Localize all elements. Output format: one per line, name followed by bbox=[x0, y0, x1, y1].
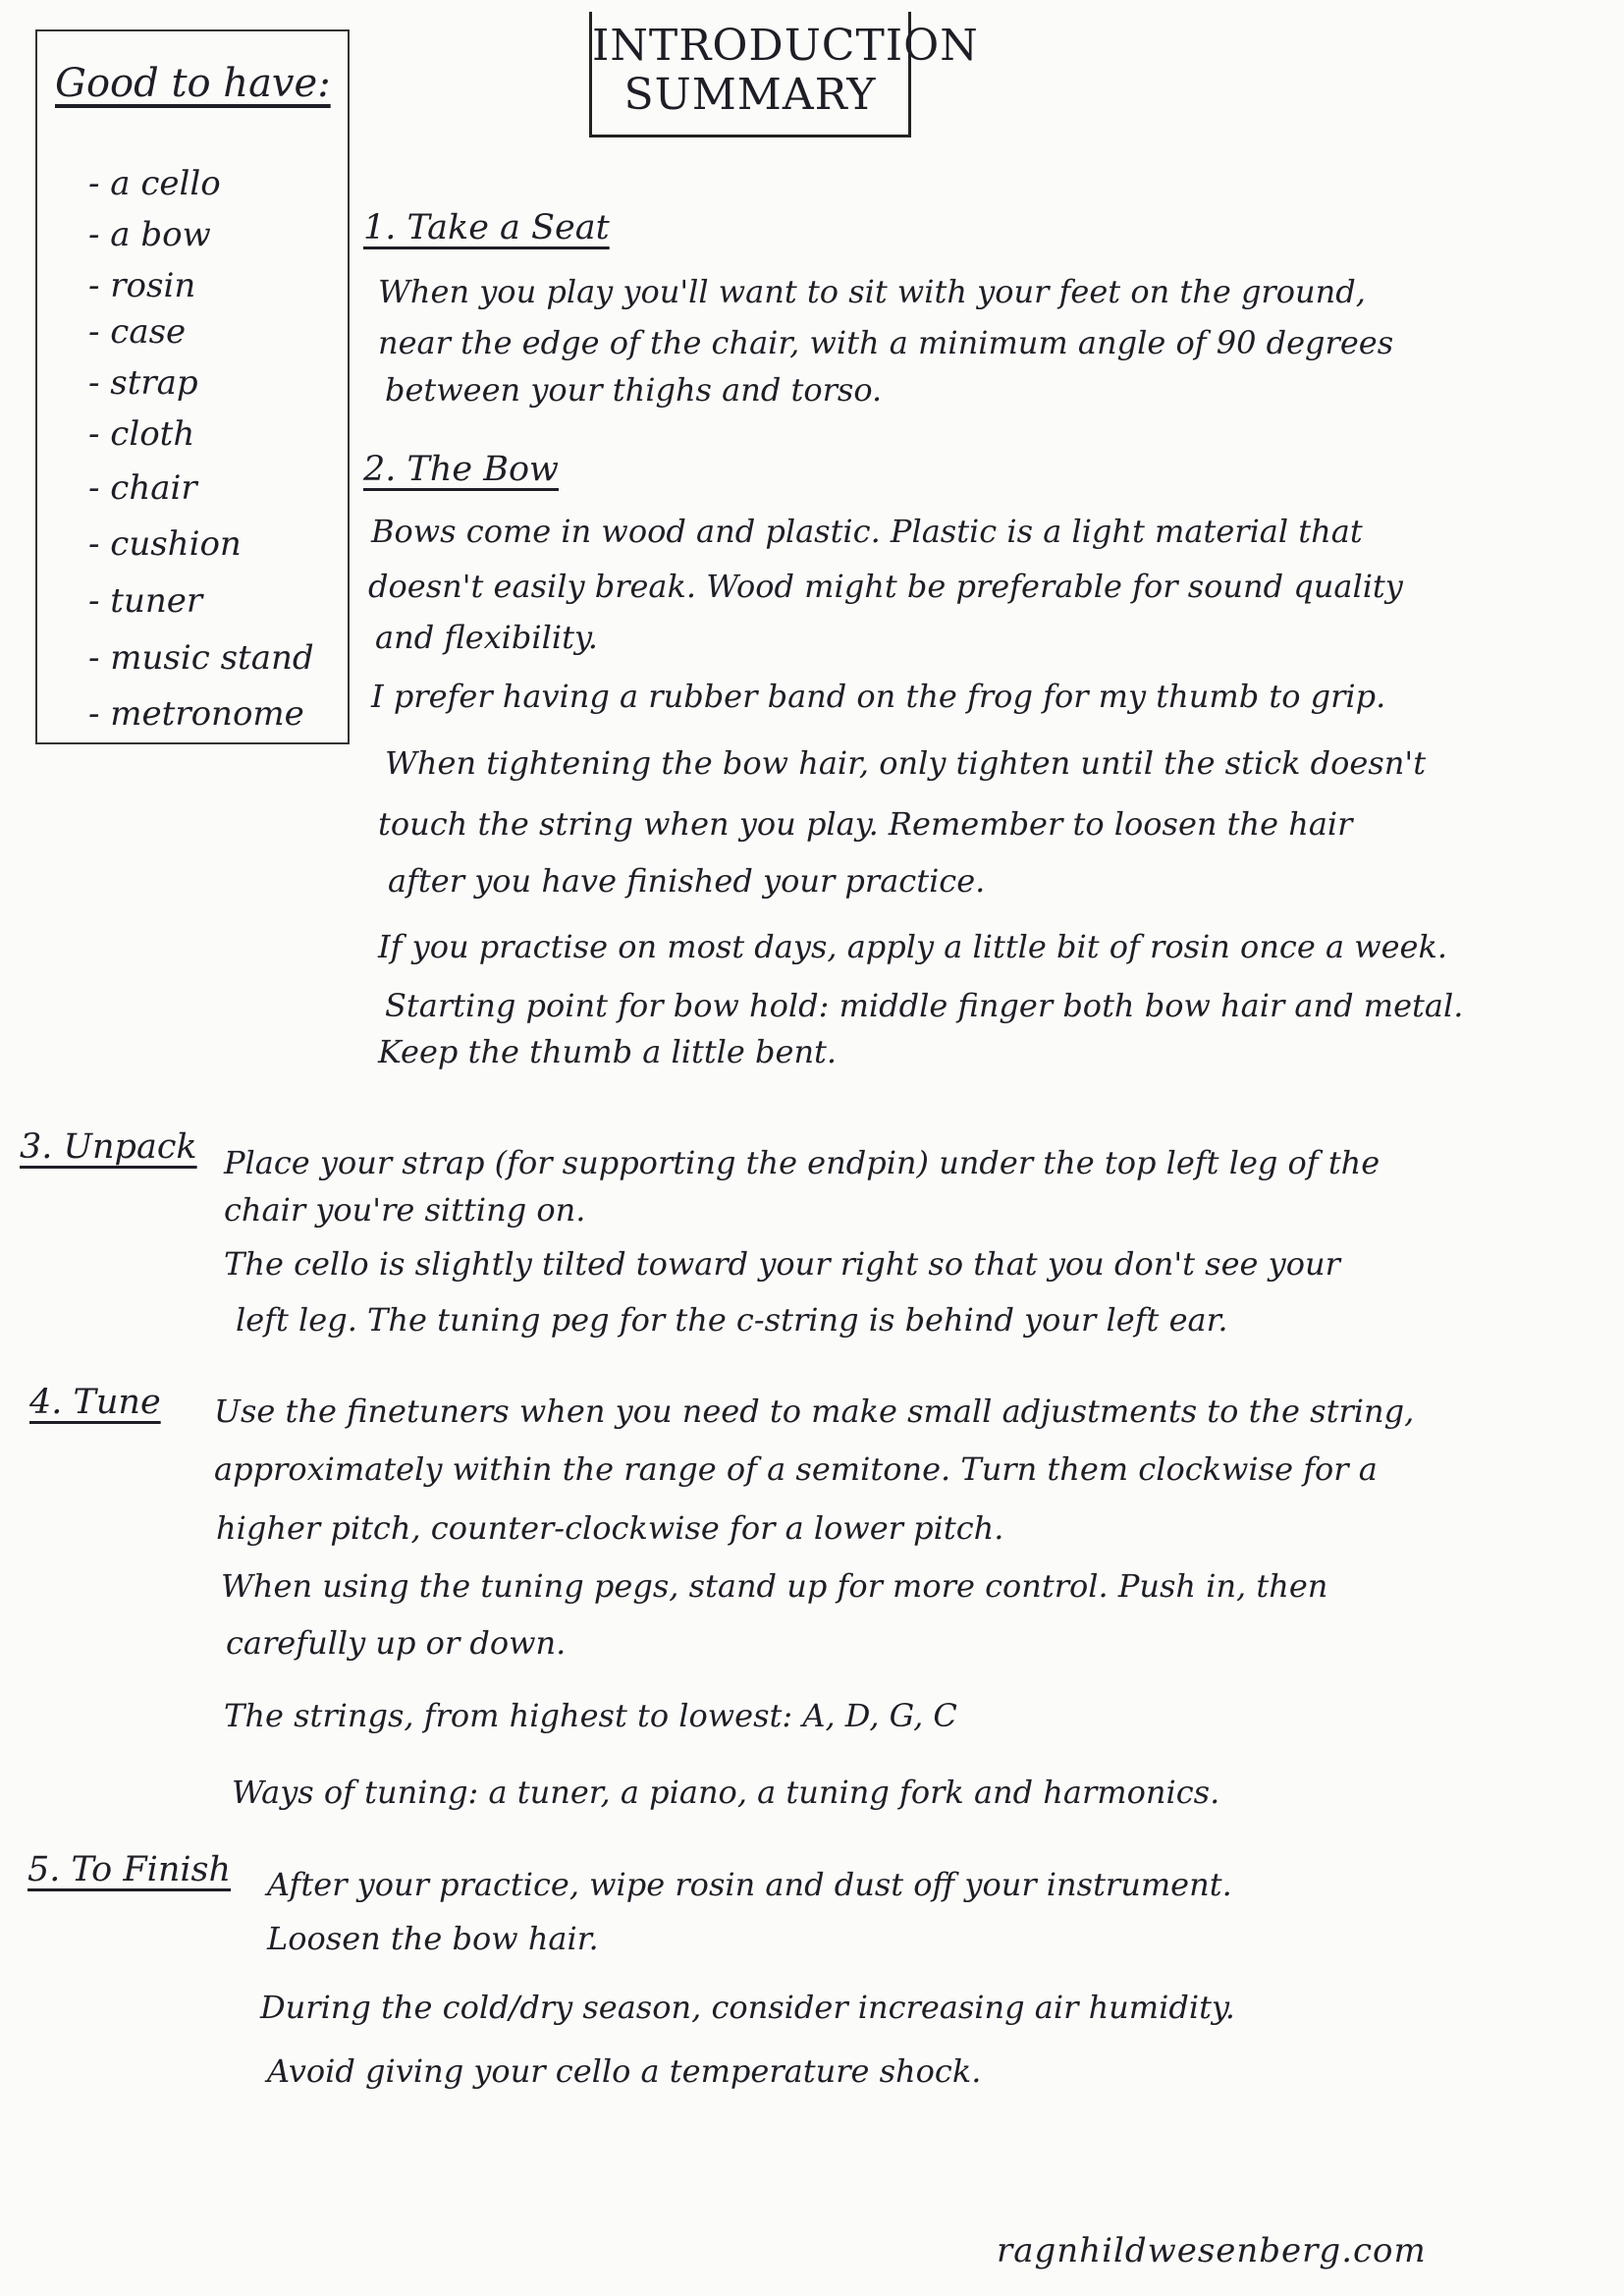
section-line: Avoid giving your cello a temperature shock. bbox=[267, 2052, 982, 2090]
good-to-have-item: - cushion bbox=[88, 524, 242, 564]
good-to-have-title: Good to have: bbox=[55, 61, 331, 106]
title-box bbox=[589, 12, 979, 137]
good-to-have-box bbox=[35, 29, 350, 744]
section-line: and flexibility. bbox=[375, 619, 598, 656]
section-line: During the cold/dry season, consider increasing air humidity. bbox=[260, 1989, 1235, 2026]
section-heading-take-a-seat: 1. Take a Seat bbox=[363, 208, 610, 247]
section-line: If you practise on most days, apply a little bit of rosin once a week. bbox=[378, 928, 1448, 965]
good-to-have-item: - case bbox=[88, 312, 187, 352]
section-line: I prefer having a rubber band on the frog for my thumb to grip. bbox=[371, 678, 1386, 715]
section-line: When you play you'll want to sit with your feet on the ground, bbox=[378, 273, 1366, 310]
section-line: After your practice, wipe rosin and dust off your instrument. bbox=[267, 1866, 1232, 1903]
section-line: The strings, from highest to lowest: A, D, G, C bbox=[224, 1697, 957, 1734]
section-line: approximately within the range of a semitone. Turn them clockwise for a bbox=[214, 1450, 1378, 1488]
section-line: higher pitch, counter-clockwise for a lower pitch. bbox=[216, 1509, 1004, 1547]
good-to-have-item: - rosin bbox=[88, 266, 196, 305]
section-line: When tightening the bow hair, only tighten until the stick doesn't bbox=[385, 744, 1427, 782]
section-line: Keep the thumb a little bent. bbox=[378, 1033, 838, 1070]
section-line: Use the finetuners when you need to make small adjustments to the string, bbox=[214, 1393, 1415, 1430]
section-line: after you have finished your practice. bbox=[388, 862, 986, 900]
section-line: Ways of tuning: a tuner, a piano, a tuning fork and harmonics. bbox=[232, 1774, 1220, 1811]
section-line: When using the tuning pegs, stand up for more control. Push in, then bbox=[221, 1567, 1328, 1605]
good-to-have-item: - a bow bbox=[88, 215, 211, 254]
section-line: near the edge of the chair, with a minimum angle of 90 degrees bbox=[378, 324, 1394, 361]
section-line: doesn't easily break. Wood might be preferable for sound quality bbox=[368, 568, 1403, 605]
section-heading-to-finish: 5. To Finish bbox=[27, 1850, 232, 1889]
section-line: Bows come in wood and plastic. Plastic is a light material that bbox=[371, 513, 1363, 550]
section-line: Place your strap (for supporting the endpin) under the top left leg of the bbox=[224, 1144, 1380, 1181]
section-line: The cello is slightly tilted toward your right so that you don't see your bbox=[224, 1245, 1340, 1283]
section-line: between your thighs and torso. bbox=[385, 371, 883, 409]
section-line: chair you're sitting on. bbox=[224, 1191, 586, 1229]
section-line: touch the string when you play. Remember to loosen the hair bbox=[378, 805, 1353, 843]
section-heading-the-bow: 2. The Bow bbox=[363, 450, 559, 489]
title-line-2: SUMMARY bbox=[623, 70, 877, 120]
section-line: left leg. The tuning peg for the c-string is behind your left ear. bbox=[236, 1301, 1228, 1339]
good-to-have-item: - tuner bbox=[88, 581, 203, 621]
good-to-have-item: - metronome bbox=[88, 694, 304, 734]
good-to-have-item: - cloth bbox=[88, 414, 195, 454]
section-heading-tune: 4. Tune bbox=[29, 1383, 161, 1422]
section-line: Loosen the bow hair. bbox=[267, 1920, 599, 1957]
section-line: carefully up or down. bbox=[226, 1624, 567, 1662]
good-to-have-item: - music stand bbox=[88, 638, 314, 678]
good-to-have-item: - a cello bbox=[88, 164, 221, 203]
section-line: Starting point for bow hold: middle finger both bow hair and metal. bbox=[385, 987, 1464, 1024]
section-heading-unpack: 3. Unpack bbox=[20, 1127, 197, 1167]
good-to-have-item: - chair bbox=[88, 468, 197, 508]
footer-website: ragnhildwesenberg.com bbox=[997, 2231, 1427, 2270]
good-to-have-item: - strap bbox=[88, 363, 198, 403]
title-line-1: INTRODUCTION bbox=[592, 21, 979, 71]
